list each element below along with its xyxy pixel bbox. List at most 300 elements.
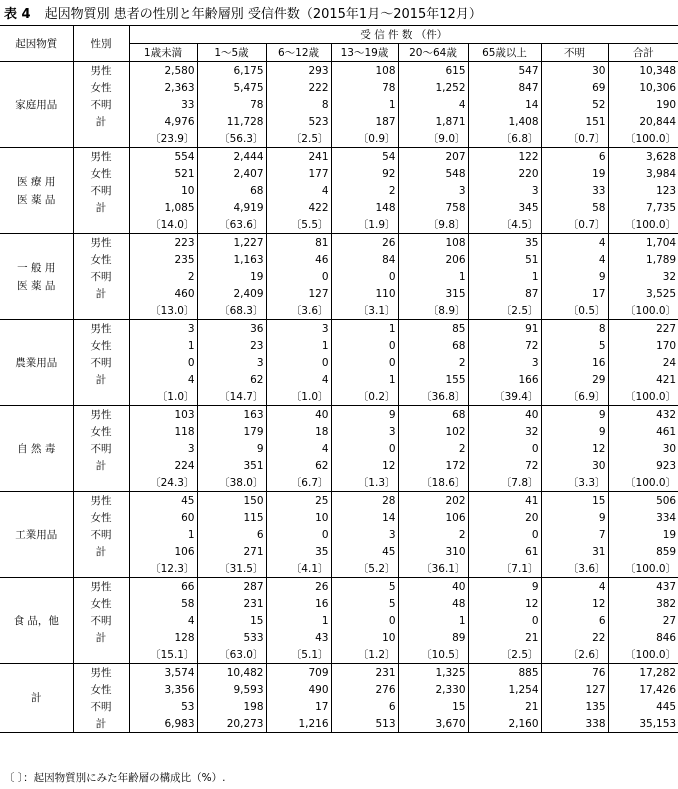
table-row [0, 646, 678, 664]
value-cell: 58 [541, 199, 608, 216]
sex-label [73, 130, 129, 148]
value-cell: 45 [331, 543, 398, 560]
value-cell: 1,216 [266, 715, 331, 733]
value-cell: 108 [398, 234, 468, 252]
value-cell: 432 [656, 408, 677, 421]
value-cell: 9 [197, 440, 266, 457]
value-cell: 26 [266, 578, 331, 596]
value-cell: 〔36.1〕 [398, 560, 468, 578]
value-cell: 〔100.0〕 [608, 474, 678, 492]
table-row [0, 337, 678, 354]
value-cell: 241 [266, 148, 331, 166]
value-cell: 〔100.0〕 [608, 302, 678, 320]
table-row [0, 165, 678, 182]
value-cell: 1 [398, 612, 468, 629]
value-cell: 43 [266, 629, 331, 646]
category-label: 計 [0, 664, 73, 733]
value-cell: 106 [398, 509, 468, 526]
value-cell: 202 [398, 492, 468, 510]
value-cell: 351 [197, 457, 266, 474]
sex-label: 男性 [73, 62, 129, 80]
value-cell: 12 [541, 595, 608, 612]
value-cell: 68 [398, 337, 468, 354]
value-cell: 521 [129, 165, 197, 182]
value-cell: 10,306 [639, 81, 677, 94]
value-cell: 11,728 [197, 113, 266, 130]
value-cell: 62 [197, 371, 266, 388]
value-cell: 445 [656, 700, 677, 713]
value-cell: 12 [541, 440, 608, 457]
value-cell: 19 [197, 268, 266, 285]
value-cell: 〔0.5〕 [541, 302, 608, 320]
sex-label: 女性 [73, 79, 129, 96]
value-cell: 127 [266, 285, 331, 302]
value-cell: 14 [331, 509, 398, 526]
table-row [0, 543, 678, 560]
value-cell: 2,160 [468, 715, 541, 733]
value-cell: 30 [662, 442, 677, 455]
value-cell: 220 [468, 165, 541, 182]
value-cell: 〔0.7〕 [541, 130, 608, 148]
value-cell: 〔2.5〕 [468, 302, 541, 320]
value-cell: 1 [129, 526, 197, 543]
value-cell: 3,984 [646, 167, 677, 180]
value-cell: 3 [468, 182, 541, 199]
value-cell: 155 [398, 371, 468, 388]
table-row [0, 578, 678, 596]
value-cell: 923 [656, 459, 677, 472]
value-cell: 31 [541, 543, 608, 560]
category-label: 一 般 用 医 薬 品 [0, 234, 73, 320]
value-cell: 224 [129, 457, 197, 474]
value-cell: 4,976 [129, 113, 197, 130]
table-row [0, 715, 678, 733]
value-cell: 60 [129, 509, 197, 526]
value-cell: 19 [662, 528, 677, 541]
value-cell: 〔3.6〕 [266, 302, 331, 320]
value-cell: 1 [398, 268, 468, 285]
value-cell: 148 [331, 199, 398, 216]
table-row [0, 509, 678, 526]
value-cell: 3 [266, 320, 331, 338]
value-cell: 30 [541, 457, 608, 474]
value-cell: 89 [398, 629, 468, 646]
value-cell: 〔14.7〕 [197, 388, 266, 406]
value-cell: 6 [541, 148, 608, 166]
value-cell: 345 [468, 199, 541, 216]
value-cell: 310 [398, 543, 468, 560]
value-cell: 5 [541, 337, 608, 354]
sex-label [73, 388, 129, 406]
value-cell: 1,789 [646, 253, 677, 266]
value-cell: 533 [197, 629, 266, 646]
table-row [0, 79, 678, 96]
value-cell: 〔3.6〕 [541, 560, 608, 578]
sex-label: 不明 [73, 354, 129, 371]
value-cell: 〔7.8〕 [468, 474, 541, 492]
value-cell: 〔24.3〕 [129, 474, 197, 492]
table-row [0, 681, 678, 698]
value-cell: 52 [541, 96, 608, 113]
value-cell: 〔100.0〕 [608, 388, 678, 406]
value-cell: 2,363 [129, 79, 197, 96]
value-cell: 6,175 [197, 62, 266, 80]
value-cell: 4,919 [197, 199, 266, 216]
sex-label: 不明 [73, 612, 129, 629]
value-cell: 846 [656, 631, 677, 644]
value-cell: 9 [541, 509, 608, 526]
value-cell: 〔6.8〕 [468, 130, 541, 148]
value-cell: 102 [398, 423, 468, 440]
value-cell: 17,282 [639, 666, 677, 679]
value-cell: 61 [468, 543, 541, 560]
value-cell: 3,574 [129, 664, 197, 682]
header-col-5: 65歳以上 [468, 44, 541, 62]
value-cell: 859 [656, 545, 677, 558]
value-cell: 15 [197, 612, 266, 629]
value-cell: 0 [331, 268, 398, 285]
sex-label: 不明 [73, 698, 129, 715]
value-cell: 2,330 [398, 681, 468, 698]
value-cell: 〔5.5〕 [266, 216, 331, 234]
header-group: 受 信 件 数 （件） [129, 26, 678, 44]
value-cell: 10,482 [197, 664, 266, 682]
header-col-1: 1～5歳 [197, 44, 266, 62]
value-cell: 51 [468, 251, 541, 268]
value-cell: 41 [468, 492, 541, 510]
sex-label: 女性 [73, 509, 129, 526]
value-cell: 35,153 [608, 715, 678, 733]
sex-label: 計 [73, 715, 129, 733]
value-cell: 187 [331, 113, 398, 130]
value-cell: 62 [266, 457, 331, 474]
value-cell: 110 [331, 285, 398, 302]
value-cell: 190 [656, 98, 677, 111]
sex-label: 不明 [73, 182, 129, 199]
value-cell: 12 [468, 595, 541, 612]
sex-label: 女性 [73, 165, 129, 182]
value-cell: 〔1.0〕 [129, 388, 197, 406]
table-row [0, 234, 678, 252]
value-cell: 〔13.0〕 [129, 302, 197, 320]
value-cell: 1 [468, 268, 541, 285]
value-cell: 9 [468, 578, 541, 596]
value-cell: 2,407 [197, 165, 266, 182]
value-cell: 3 [197, 354, 266, 371]
value-cell: 58 [129, 595, 197, 612]
table-row [0, 268, 678, 285]
value-cell: 46 [266, 251, 331, 268]
value-cell: 4 [541, 578, 608, 596]
value-cell: 21 [468, 698, 541, 715]
value-cell: 3 [129, 440, 197, 457]
value-cell: 17 [541, 285, 608, 302]
value-cell: 4 [129, 371, 197, 388]
value-cell: 〔6.9〕 [541, 388, 608, 406]
value-cell: 128 [129, 629, 197, 646]
value-cell: 92 [331, 165, 398, 182]
value-cell: 5 [331, 578, 398, 596]
value-cell: 223 [129, 234, 197, 252]
value-cell: 〔36.8〕 [398, 388, 468, 406]
value-cell: 1,325 [398, 664, 468, 682]
value-cell: 〔4.5〕 [468, 216, 541, 234]
value-cell: 〔10.5〕 [398, 646, 468, 664]
value-cell: 548 [398, 165, 468, 182]
value-cell: 6 [197, 526, 266, 543]
value-cell: 166 [468, 371, 541, 388]
value-cell: 〔100.0〕 [608, 560, 678, 578]
value-cell: 19 [541, 165, 608, 182]
sex-label: 男性 [73, 492, 129, 510]
value-cell: 3 [331, 423, 398, 440]
sex-label: 不明 [73, 526, 129, 543]
value-cell: 3,670 [398, 715, 468, 733]
value-cell: 271 [197, 543, 266, 560]
value-cell: 23 [197, 337, 266, 354]
value-cell: 〔1.9〕 [331, 216, 398, 234]
value-cell: 45 [129, 492, 197, 510]
value-cell: 334 [656, 511, 677, 524]
category-label: 家庭用品 [0, 62, 73, 148]
value-cell: 118 [129, 423, 197, 440]
value-cell: 87 [468, 285, 541, 302]
value-cell: 1,085 [129, 199, 197, 216]
value-cell: 1 [129, 337, 197, 354]
value-cell: 2 [398, 354, 468, 371]
value-cell: 27 [662, 614, 677, 627]
value-cell: 15 [398, 698, 468, 715]
table-row [0, 216, 678, 234]
value-cell: 103 [129, 406, 197, 424]
value-cell: 1 [331, 371, 398, 388]
value-cell: 0 [331, 612, 398, 629]
sex-label [73, 474, 129, 492]
sex-label [73, 216, 129, 234]
sex-label: 男性 [73, 578, 129, 596]
table-row [0, 664, 678, 682]
value-cell: 12 [331, 457, 398, 474]
value-cell: 6 [541, 612, 608, 629]
value-cell: 1,252 [398, 79, 468, 96]
value-cell: 2 [129, 268, 197, 285]
table-row [0, 423, 678, 440]
table-row [0, 388, 678, 406]
value-cell: 78 [197, 96, 266, 113]
value-cell: 293 [266, 62, 331, 80]
sex-label: 計 [73, 457, 129, 474]
sex-label [73, 302, 129, 320]
value-cell: 3,628 [646, 150, 677, 163]
sex-label: 男性 [73, 664, 129, 682]
value-cell: 16 [266, 595, 331, 612]
value-cell: 〔7.1〕 [468, 560, 541, 578]
value-cell: 235 [129, 251, 197, 268]
value-cell: 28 [331, 492, 398, 510]
value-cell: 1 [331, 96, 398, 113]
value-cell: 85 [398, 320, 468, 338]
value-cell: 1 [331, 320, 398, 338]
value-cell: 4 [266, 371, 331, 388]
value-cell: 〔63.6〕 [197, 216, 266, 234]
value-cell: 1,704 [646, 236, 677, 249]
category-label: 農業用品 [0, 320, 73, 406]
value-cell: 4 [129, 612, 197, 629]
value-cell: 0 [266, 354, 331, 371]
value-cell: 2 [398, 526, 468, 543]
value-cell: 20 [468, 509, 541, 526]
value-cell: 72 [468, 457, 541, 474]
value-cell: 547 [468, 62, 541, 80]
sex-label: 女性 [73, 595, 129, 612]
category-label: 医 療 用 医 薬 品 [0, 148, 73, 234]
value-cell: 〔100.0〕 [608, 646, 678, 664]
value-cell: 115 [197, 509, 266, 526]
value-cell: 〔1.3〕 [331, 474, 398, 492]
value-cell: 〔0.7〕 [541, 216, 608, 234]
value-cell: 72 [468, 337, 541, 354]
value-cell: 2,409 [197, 285, 266, 302]
value-cell: 〔18.6〕 [398, 474, 468, 492]
value-cell: 163 [197, 406, 266, 424]
category-label: 自 然 毒 [0, 406, 73, 492]
value-cell: 〔5.2〕 [331, 560, 398, 578]
value-cell: 15 [541, 492, 608, 510]
table-row [0, 148, 678, 166]
table-row [0, 285, 678, 302]
sex-label: 女性 [73, 251, 129, 268]
value-cell: 10 [266, 509, 331, 526]
value-cell: 30 [541, 62, 608, 80]
value-cell: 21 [468, 629, 541, 646]
value-cell: 206 [398, 251, 468, 268]
value-cell: 422 [266, 199, 331, 216]
header-col-7: 合計 [608, 44, 678, 62]
table-row [0, 595, 678, 612]
value-cell: 33 [541, 182, 608, 199]
value-cell: 9 [541, 268, 608, 285]
value-cell: 0 [129, 354, 197, 371]
value-cell: 106 [129, 543, 197, 560]
sex-label: 女性 [73, 337, 129, 354]
value-cell: 506 [656, 494, 677, 507]
value-cell: 461 [656, 425, 677, 438]
value-cell: 207 [398, 148, 468, 166]
value-cell: 0 [331, 337, 398, 354]
header-category: 起因物質 [0, 26, 73, 62]
value-cell: 〔9.0〕 [398, 130, 468, 148]
value-cell: 26 [331, 234, 398, 252]
header-sex: 性別 [73, 26, 129, 62]
value-cell: 338 [541, 715, 608, 733]
table-row [0, 96, 678, 113]
value-cell: 122 [468, 148, 541, 166]
value-cell: 〔6.7〕 [266, 474, 331, 492]
value-cell: 9,593 [197, 681, 266, 698]
value-cell: 615 [398, 62, 468, 80]
value-cell: 〔12.3〕 [129, 560, 197, 578]
value-cell: 91 [468, 320, 541, 338]
value-cell: 0 [331, 354, 398, 371]
table-row [0, 62, 678, 80]
value-cell: 20,273 [197, 715, 266, 733]
value-cell: 2,580 [129, 62, 197, 80]
value-cell: 108 [331, 62, 398, 80]
value-cell: 〔100.0〕 [608, 216, 678, 234]
value-cell: 53 [129, 698, 197, 715]
value-cell: 1,163 [197, 251, 266, 268]
value-cell: 〔1.0〕 [266, 388, 331, 406]
value-cell: 523 [266, 113, 331, 130]
table-row [0, 612, 678, 629]
value-cell: 68 [197, 182, 266, 199]
value-cell: 81 [266, 234, 331, 252]
value-cell: 〔0.2〕 [331, 388, 398, 406]
value-cell: 0 [266, 526, 331, 543]
value-cell: 758 [398, 199, 468, 216]
value-cell: 40 [468, 406, 541, 424]
value-cell: 14 [468, 96, 541, 113]
value-cell: 22 [541, 629, 608, 646]
value-cell: 3 [468, 354, 541, 371]
sex-label: 計 [73, 543, 129, 560]
value-cell: 885 [468, 664, 541, 682]
value-cell: 35 [266, 543, 331, 560]
value-cell: 227 [656, 322, 677, 335]
value-cell: 29 [541, 371, 608, 388]
value-cell: 9 [541, 406, 608, 424]
value-cell: 〔68.3〕 [197, 302, 266, 320]
value-cell: 170 [656, 339, 677, 352]
table-row [0, 182, 678, 199]
value-cell: 〔1.2〕 [331, 646, 398, 664]
value-cell: 48 [398, 595, 468, 612]
table-row [0, 406, 678, 424]
value-cell: 76 [541, 664, 608, 682]
value-cell: 8 [266, 96, 331, 113]
value-cell: 〔5.1〕 [266, 646, 331, 664]
value-cell: 3 [129, 320, 197, 338]
sex-label: 女性 [73, 681, 129, 698]
value-cell: 〔2.5〕 [468, 646, 541, 664]
sex-label: 男性 [73, 406, 129, 424]
value-cell: 54 [331, 148, 398, 166]
value-cell: 18 [266, 423, 331, 440]
value-cell: 287 [197, 578, 266, 596]
sex-label [73, 560, 129, 578]
value-cell: 84 [331, 251, 398, 268]
value-cell: 123 [656, 184, 677, 197]
header-col-6: 不明 [541, 44, 608, 62]
value-cell: 16 [541, 354, 608, 371]
value-cell: 7,735 [646, 201, 677, 214]
value-cell: 127 [541, 681, 608, 698]
category-label: 食 品，他 [0, 578, 73, 664]
value-cell: 17,426 [639, 683, 677, 696]
value-cell: 〔100.0〕 [608, 130, 678, 148]
data-table [0, 25, 678, 733]
header-col-0: 1歳未満 [129, 44, 197, 62]
value-cell: 5 [331, 595, 398, 612]
value-cell: 7 [541, 526, 608, 543]
value-cell: 437 [656, 580, 677, 593]
value-cell: 17 [266, 698, 331, 715]
value-cell: 135 [541, 698, 608, 715]
value-cell: 25 [266, 492, 331, 510]
value-cell: 〔38.0〕 [197, 474, 266, 492]
value-cell: 〔14.0〕 [129, 216, 197, 234]
value-cell: 〔56.3〕 [197, 130, 266, 148]
